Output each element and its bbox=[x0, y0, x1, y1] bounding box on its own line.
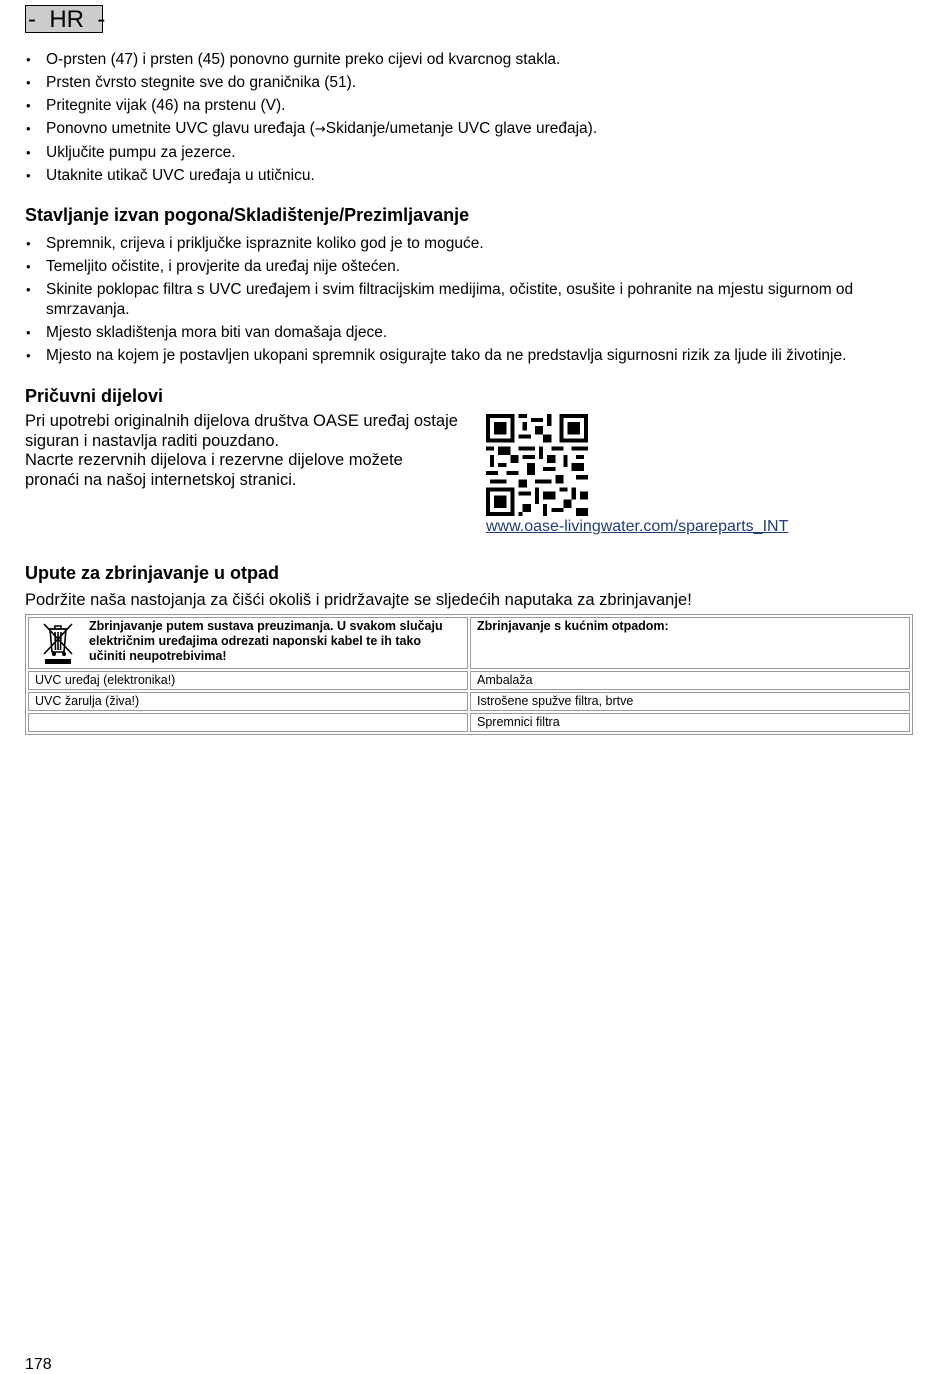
table-cell: UVC uređaj (elektronika!) bbox=[28, 671, 468, 690]
table-row bbox=[28, 713, 910, 732]
list-item: • Mjesto skladištenja mora biti van domašaja djece. bbox=[25, 323, 920, 343]
text-line: pronaći na našoj internetskoj stranici. bbox=[25, 470, 297, 489]
takeback-header-text: Zbrinjavanje putem sustava preuzimanja. U svakom slučaju električnim uređajima odrezati naponski kabel te ih tako učiniti neupotrebivima! bbox=[89, 619, 443, 663]
list-item: • Skinite poklopac filtra s UVC uređajem i svim filtracijskim medijima, očistite, osušite i pohranite na mjestu sigurnom od smrzavanja. bbox=[25, 280, 920, 319]
text-line: siguran i nastavlja raditi pouzdano. bbox=[25, 431, 280, 450]
section-title-disposal: Upute za zbrinjavanje u otpad bbox=[25, 563, 280, 583]
list-item bbox=[25, 119, 920, 140]
list-item: • Spremnik, crijeva i priključke ispraznite koliko god je to moguće. bbox=[25, 234, 920, 254]
table-header-row bbox=[28, 617, 910, 669]
list-item: • Temeljito očistite, i provjerite da uređaj nije oštećen. bbox=[25, 257, 920, 277]
cross-reference-text: Skidanje/umetanje UVC glave uređaja). bbox=[325, 120, 598, 137]
list-item: • Pritegnite vijak (46) na prstenu (V). bbox=[25, 96, 920, 116]
crossed-out-bin-icon bbox=[35, 619, 79, 665]
household-header-text: Zbrinjavanje s kućnim otpadom: bbox=[477, 619, 669, 633]
disposal-table bbox=[25, 614, 913, 735]
table-cell bbox=[28, 713, 468, 732]
list-item: • O-prsten (47) i prsten (45) ponovno gurnite preko cijevi od kvarcnog stakla. bbox=[25, 50, 920, 70]
table-row bbox=[28, 671, 910, 690]
qr-code-icon[interactable] bbox=[486, 414, 588, 516]
table-row bbox=[28, 692, 910, 711]
arrow-right-icon: → bbox=[314, 122, 326, 137]
table-cell: UVC žarulja (živa!) bbox=[28, 692, 468, 711]
storage-steps-list bbox=[25, 234, 920, 369]
table-cell: Spremnici filtra bbox=[470, 713, 910, 732]
list-item: • Uključite pumpu za jezerce. bbox=[25, 143, 920, 163]
list-item: • Prsten čvrsto stegnite sve do graničnika (51). bbox=[25, 73, 920, 93]
spare-parts-link[interactable]: www.oase-livingwater.com/spareparts_INT bbox=[486, 518, 789, 535]
text-line: Pri upotrebi originalnih dijelova društva OASE uređaj ostaje bbox=[25, 412, 458, 430]
table-header-cell bbox=[470, 617, 910, 669]
page-number: 178 bbox=[25, 1356, 52, 1373]
section-title-storage: Stavljanje izvan pogona/Skladištenje/Prezimljavanje bbox=[25, 205, 470, 225]
section-title-spare-parts: Pričuvni dijelovi bbox=[25, 386, 164, 406]
table-cell: Ambalaža bbox=[470, 671, 910, 690]
reassembly-steps-list bbox=[25, 50, 920, 189]
language-tag: - HR - bbox=[25, 5, 103, 33]
spare-parts-text bbox=[25, 412, 458, 490]
list-item: • Mjesto na kojem je postavljen ukopani spremnik osigurajte tako da ne predstavlja sigurnosni rizik za ljude ili životinje. bbox=[25, 346, 920, 366]
table-cell: Istrošene spužve filtra, brtve bbox=[470, 692, 910, 711]
disposal-intro: Podržite naša nastojanja za čišći okoliš i pridržavajte se sljedećih naputaka za zbrinjavanje! bbox=[25, 591, 692, 609]
table-header-cell bbox=[28, 617, 468, 669]
list-item: • Utaknite utikač UVC uređaja u utičnicu. bbox=[25, 166, 920, 186]
text-line: Nacrte rezervnih dijelova i rezervne dijelove možete bbox=[25, 451, 403, 469]
list-item-text-before: Ponovno umetnite UVC glavu uređaja ( bbox=[46, 120, 315, 137]
